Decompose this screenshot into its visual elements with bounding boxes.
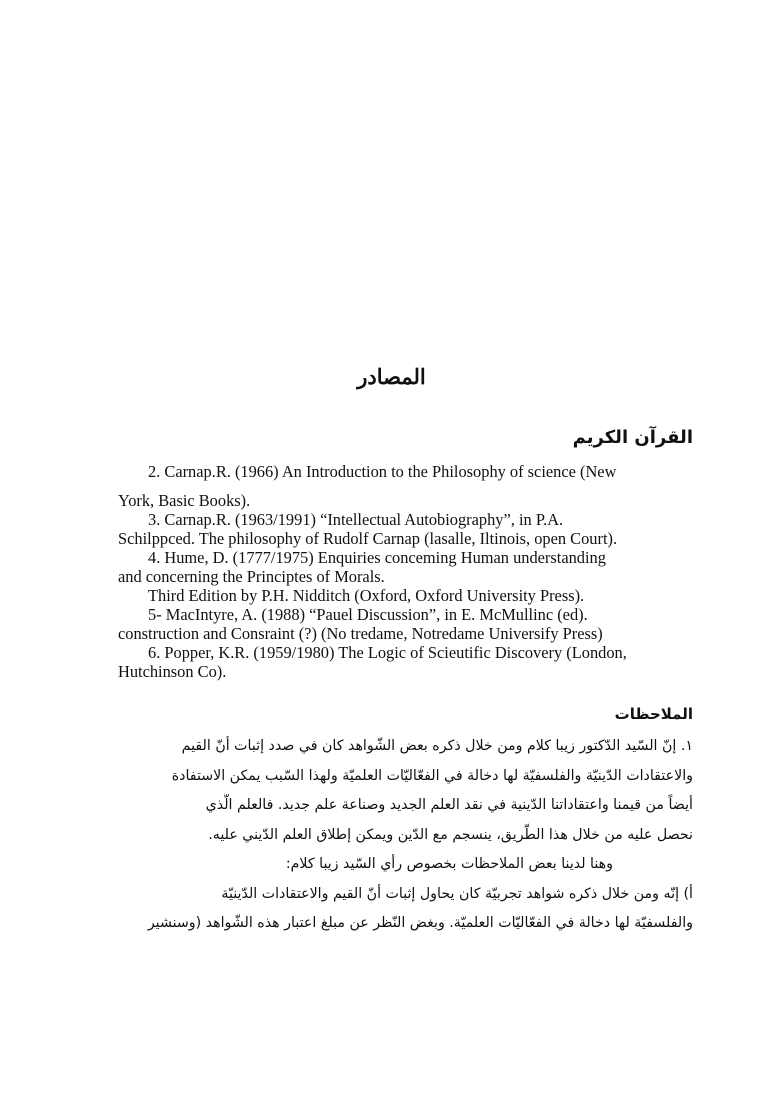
page-title: المصادر	[357, 364, 426, 389]
notes-line: وهنا لدينا بعض الملاحظات بخصوص رأي السّيد زيبا كلام:	[285, 856, 613, 872]
notes-body	[89, 732, 693, 939]
reference-3-first: 3. Carnap.R. (1963/1991) “Intellectual Autobiography”, in P.A.	[148, 510, 564, 529]
reference-2-first: 2. Carnap.R. (1966) An Introduction to the Philosophy of science (New	[148, 462, 617, 481]
reference-5-rest: construction and Consraint (?) (No tredame, Notredame Universify Press)	[118, 624, 603, 643]
notes-heading: الملاحظات	[614, 705, 693, 723]
notes-line: نحصل عليه من خلال هذا الطّريق، ينسجم مع الدّين ويمكن إطلاق العلم الدّيني عليه.	[208, 826, 693, 843]
reference-3-rest: Schilppced. The philosophy of Rudolf Carnap (lasalle, Iltinois, open Court).	[118, 529, 618, 548]
notes-line: أيضاً من قيمنا واعتقاداتنا الدّينية في نقد العلم الجديد وصناعة علم جديد. فالعلم الّذي	[205, 797, 693, 813]
reference-4-extra: Third Edition by P.H. Nidditch (Oxford, Oxford University Press).	[148, 586, 585, 605]
reference-4-first: 4. Hume, D. (1777/1975) Enquiries conceming Human understanding	[148, 548, 606, 567]
notes-line: ١. إنّ السّيد الدّكتور زيبا كلام ومن خلال ذكره بعض الشّواهد كان في صدد إثبات أنّ القيم	[181, 738, 693, 754]
reference-4-rest: and concerning the Principtes of Morals.	[118, 567, 385, 586]
reference-list	[118, 462, 692, 681]
sources-heading: القرآن الكريم	[572, 427, 693, 448]
notes-line: أ) إنّه ومن خلال ذكره شواهد تجربيّة كان يحاول إثبات أنّ القيم والاعتقادات الدّينيّة	[221, 885, 693, 902]
notes-line: والاعتقادات الدّينيّة والفلسفيّة لها دخالة في الفعّاليّات العلميّة ولهذا السّبب يمكن الاستفادة	[171, 767, 693, 784]
reference-2-rest: York, Basic Books).	[118, 491, 251, 510]
reference-6-rest: Hutchinson Co).	[118, 662, 227, 681]
notes-line: والفلسفيّة لها دخالة في الفعّاليّات العلميّة. وبغض النّظر عن مبلغ اعتبار هذه الشّواهد (وسنشير	[147, 915, 693, 931]
reference-6-first: 6. Popper, K.R. (1959/1980) The Logic of Scieutific Discovery (London,	[148, 643, 627, 662]
reference-5-first: 5- MacIntyre, A. (1988) “Pauel Discussion”, in E. McMullinc (ed).	[148, 605, 588, 624]
